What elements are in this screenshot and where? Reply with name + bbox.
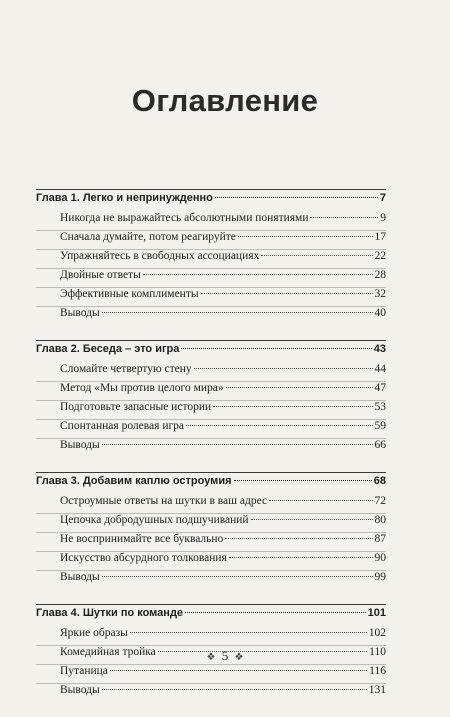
dot-leader [261, 255, 372, 256]
dot-leader [143, 274, 373, 275]
toc-entry[interactable] [36, 495, 386, 514]
toc-entry[interactable] [36, 250, 386, 269]
chapter-page-number: 43 [373, 343, 386, 355]
toc-entry[interactable] [36, 212, 386, 231]
dot-leader [102, 576, 373, 577]
toc-entry[interactable] [36, 627, 386, 646]
toc-entry[interactable] [36, 533, 386, 552]
chapter-heading[interactable] [36, 192, 386, 212]
entry-title: Упражняйтесь в свободных ассоциациях [60, 250, 260, 262]
toc-entry[interactable] [36, 552, 386, 571]
entry-title: Остроумные ответы на шутки в ваш адрес [60, 495, 268, 507]
page-title: Оглавление [131, 82, 319, 118]
toc-entry[interactable] [36, 684, 386, 702]
entry-page-number: 87 [374, 533, 386, 545]
dot-leader [181, 348, 371, 349]
dot-leader [238, 236, 373, 237]
chapter-page-number: 68 [373, 475, 386, 487]
dot-leader [102, 444, 373, 445]
chapter-heading[interactable] [36, 343, 386, 363]
dot-leader [269, 500, 372, 501]
dot-leader [194, 368, 373, 369]
folio-number: 5 [221, 648, 229, 663]
chapter-2 [36, 340, 386, 457]
entry-page-number: 44 [374, 363, 386, 375]
chapter-heading[interactable] [36, 475, 386, 495]
chapter-title: Глава 4. Шутки по команде [36, 607, 184, 619]
entry-page-number: 9 [380, 212, 386, 224]
chapter-heading[interactable] [36, 607, 386, 627]
entry-page-number: 131 [368, 684, 386, 696]
toc-entry[interactable] [36, 307, 386, 325]
toc-entry[interactable] [36, 439, 386, 457]
page-number-footer [0, 648, 450, 664]
toc-entry[interactable] [36, 269, 386, 288]
entry-title: Цепочка добродушных подшучиваний [60, 514, 249, 526]
entry-page-number: 28 [374, 269, 386, 281]
entry-page-number: 53 [374, 401, 386, 413]
entry-page-number: 40 [374, 307, 386, 319]
chapter-1 [36, 189, 386, 325]
entry-page-number: 32 [374, 288, 386, 300]
entry-page-number: 80 [374, 514, 386, 526]
entry-page-number: 17 [374, 231, 386, 243]
ornament-icon-right: ❖ [234, 652, 244, 663]
table-of-contents [36, 189, 386, 717]
dot-leader [215, 197, 378, 198]
entry-title: Путаница [60, 665, 108, 677]
entry-title: Эффективные комплименты [60, 288, 199, 300]
entry-page-number: 99 [374, 571, 386, 583]
dot-leader [185, 612, 366, 613]
entry-title: Комедийная тройка [60, 646, 156, 658]
ornament-icon-left: ❖ [206, 652, 216, 663]
toc-entry[interactable] [36, 571, 386, 589]
entry-title: Выводы [60, 684, 100, 696]
entry-page-number: 102 [368, 627, 386, 639]
toc-entry[interactable] [36, 231, 386, 250]
dot-leader [226, 387, 373, 388]
entry-title: Сломайте четвертую стену [60, 363, 192, 375]
entry-title: Сначала думайте, потом реагируйте [60, 231, 236, 243]
toc-entry[interactable] [36, 514, 386, 533]
chapter-title: Глава 3. Добавим каплю остроумия [36, 475, 232, 487]
chapter-title: Глава 1. Легко и непринужденно [36, 192, 213, 204]
entry-title: Выводы [60, 571, 100, 583]
dot-leader [225, 538, 372, 539]
entry-page-number: 90 [374, 552, 386, 564]
entry-title: Выводы [60, 439, 100, 451]
dot-leader [251, 519, 373, 520]
toc-entry[interactable] [36, 288, 386, 307]
chapter-page-number: 101 [367, 607, 386, 619]
entry-page-number: 72 [374, 495, 386, 507]
entry-title: Яркие образы [60, 627, 128, 639]
entry-title: Подготовьте запасные истории [60, 401, 212, 413]
entry-page-number: 47 [374, 382, 386, 394]
entry-page-number: 22 [374, 250, 386, 262]
toc-entry[interactable] [36, 382, 386, 401]
dot-leader [213, 406, 372, 407]
entry-title: Искусство абсурдного толкования [60, 552, 227, 564]
chapter-3 [36, 472, 386, 589]
entry-page-number: 59 [374, 420, 386, 432]
dot-leader [110, 670, 367, 671]
dot-leader [229, 557, 373, 558]
entry-title: Не воспринимайте все буквально [60, 533, 224, 545]
entry-title: Выводы [60, 307, 100, 319]
dot-leader [186, 425, 372, 426]
entry-title: Никогда не выражайтесь абсолютными понятиями [60, 212, 309, 224]
entry-title: Метод «Мы против целого мира» [60, 382, 224, 394]
dot-leader [234, 480, 372, 481]
toc-entry[interactable] [36, 665, 386, 684]
entry-page-number: 116 [369, 665, 386, 677]
dot-leader [310, 217, 378, 218]
dot-leader [102, 689, 367, 690]
toc-entry[interactable] [36, 401, 386, 420]
chapter-page-number: 7 [379, 192, 386, 204]
dot-leader [201, 293, 373, 294]
toc-entry[interactable] [36, 420, 386, 439]
entry-page-number: 66 [374, 439, 386, 451]
entry-title: Двойные ответы [60, 269, 141, 281]
chapter-title: Глава 2. Беседа – это игра [36, 343, 180, 355]
entry-title: Спонтанная ролевая игра [60, 420, 185, 432]
dot-leader [102, 312, 373, 313]
entry-page-number: 110 [369, 646, 386, 658]
dot-leader [130, 632, 367, 633]
toc-entry[interactable] [36, 363, 386, 382]
